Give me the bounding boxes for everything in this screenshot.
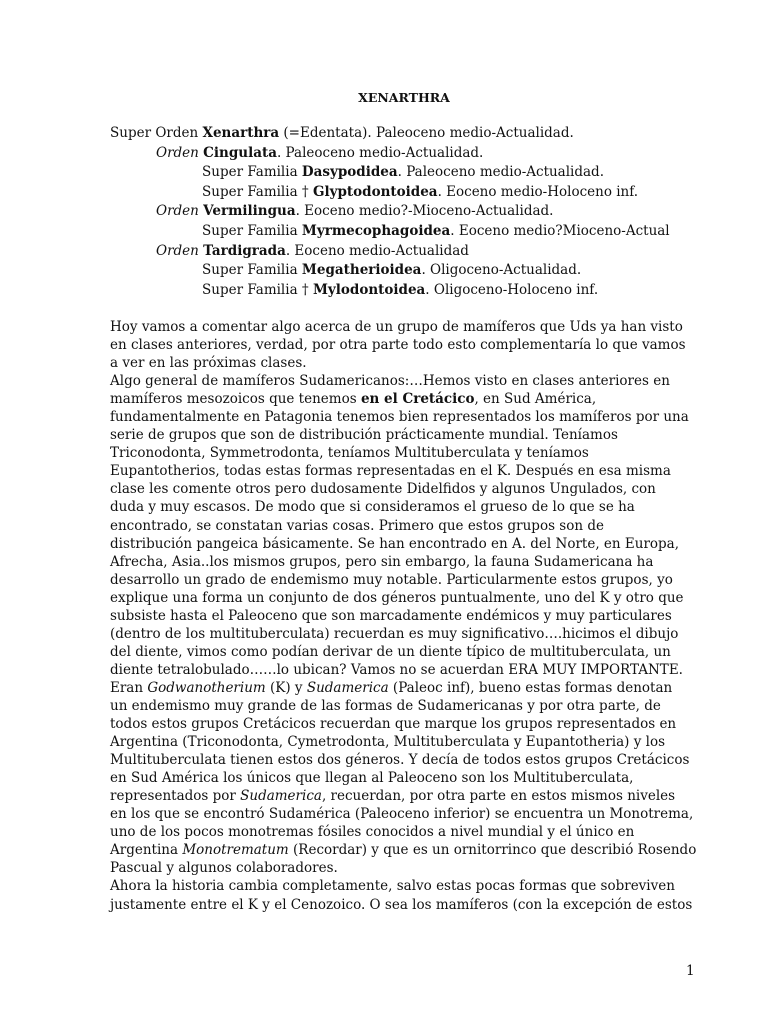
text-run: encontrado, se constatan varias cosas. Primero que estos grupos son de — [110, 517, 604, 534]
text-run: del diente, vimos como podían derivar de un diente típico de multituberculata, un — [110, 643, 671, 660]
taxon-name: Tardigrada — [203, 242, 286, 259]
text-line — [110, 553, 700, 571]
text-run: fundamentalmente en Patagonia tenemos bien representados los mamíferos por una — [110, 409, 689, 426]
extinct-dagger: † — [301, 183, 313, 200]
text-run: (Recordar) y que es un ornitorrinco que describió Rosendo — [288, 842, 697, 859]
taxonomy-line — [110, 202, 750, 222]
paragraph — [110, 318, 700, 372]
paragraph — [110, 877, 700, 913]
text-line — [110, 625, 700, 643]
text-run: duda y muy escasos. De modo que si consideramos el grueso de lo que se ha — [110, 499, 635, 516]
text-line — [110, 896, 700, 914]
text-line — [110, 823, 700, 841]
taxonomy-line — [110, 261, 750, 281]
document-title: XENARTHRA — [358, 90, 450, 105]
text-line — [110, 679, 700, 697]
text-run: (dentro de los multituberculata) recuerdan es muy significativo….hicimos el dibujo — [110, 625, 679, 642]
taxonomy-line — [110, 222, 750, 242]
text-run: subsiste hasta el Paleoceno que son marcadamente endémicos y muy particulares — [110, 607, 672, 624]
text-line — [110, 318, 700, 336]
text-run: en clases anteriores, verdad, por otra parte todo esto complementaría lo que vamos — [110, 337, 686, 354]
text-line — [110, 408, 700, 426]
taxon-range: . Eoceno medio-Actualidad — [285, 242, 469, 259]
text-run: Multituberculata tienen estos dos géneros. Y decía de todos estos grupos Cretácicos — [110, 752, 690, 769]
text-run: serie de grupos que son de distribución prácticamente mundial. Teníamos — [110, 427, 618, 444]
text-run: Pascual y algunos colaboradores. — [110, 860, 338, 877]
text-run: explique una forma un conjunto de dos géneros puntualmente, uno del K y otro que — [110, 589, 684, 606]
taxonomy-rank: Orden — [156, 203, 199, 220]
text-run: representados por — [110, 788, 241, 805]
text-run: Triconodonta, Symmetrodonta, teníamos Multituberculata y teníamos — [110, 445, 589, 462]
text-line — [110, 805, 700, 823]
text-run: Eran — [110, 679, 148, 696]
text-line — [110, 751, 700, 769]
text-run: un endemismo muy grande de las formas de Sudamericanas y por otra parte, de — [110, 697, 661, 714]
taxonomy-list — [110, 124, 750, 300]
text-run: Sudamerica — [306, 679, 389, 696]
taxon-range: (=Edentata). Paleoceno medio-Actualidad. — [279, 125, 574, 141]
text-line — [110, 480, 700, 498]
text-line — [110, 372, 700, 390]
taxon-name: Vermilingua — [203, 203, 296, 220]
text-run: Sudamerica — [240, 788, 322, 805]
taxon-name: Dasypodidea — [301, 164, 398, 181]
text-run: a ver en las próximas clases. — [110, 355, 307, 372]
text-run: mamíferos mesozoicos que tenemos — [110, 391, 361, 408]
text-line — [110, 426, 700, 444]
text-line — [110, 661, 700, 679]
taxon-name: Xenarthra — [202, 125, 280, 141]
taxon-range: . Oligoceno-Holoceno inf. — [425, 281, 599, 298]
text-run: justamente entre el K y el Cenozoico. O sea los mamíferos (con la excepción de estos — [110, 896, 693, 913]
text-run: diente tetralobulado……lo ubican? Vamos no se acuerdan ERA MUY IMPORTANTE. — [110, 661, 683, 678]
text-line — [110, 733, 700, 751]
text-run: Eupantotherios, todas estas formas representadas en el K. Después en esa misma — [110, 463, 671, 480]
taxon-range: . Paleoceno medio-Actualidad. — [397, 164, 604, 181]
taxon-name: Mylodontoidea — [312, 281, 426, 298]
taxonomy-line — [110, 144, 750, 164]
text-run: en Sud América los únicos que llegan al Paleoceno son los Multituberculata, — [110, 770, 634, 787]
taxon-name: Myrmecophagoidea — [301, 222, 451, 239]
taxon-name: Cingulata — [203, 144, 277, 161]
text-run: Godwanotherium — [147, 679, 266, 696]
paragraph — [110, 372, 700, 877]
taxonomy-line — [110, 183, 750, 203]
text-run: desarrollo un grado de endemismo muy notable. Particularmente estos grupos, yo — [110, 571, 673, 588]
text-line — [110, 336, 700, 354]
text-line — [110, 787, 700, 805]
text-line — [110, 498, 700, 516]
text-run: Ahora la historia cambia completamente, salvo estas pocas formas que sobreviven — [110, 878, 675, 895]
extinct-dagger: † — [301, 281, 313, 298]
taxonomy-line — [110, 242, 750, 262]
page-number: 1 — [686, 963, 695, 979]
taxon-range: . Oligoceno-Actualidad. — [421, 262, 582, 279]
text-run: Afrecha, Asia..los mismos grupos, pero sin embargo, la fauna Sudamericana ha — [110, 553, 654, 570]
taxon-name: Glyptodontoidea — [312, 183, 438, 200]
text-run: (Paleoc inf), bueno estas formas denotan — [388, 679, 673, 696]
text-run: uno de los pocos monotremas fósiles conocidos a nivel mundial y el único en — [110, 824, 635, 841]
text-line — [110, 535, 700, 553]
taxon-name: Megatherioidea — [301, 262, 422, 279]
text-run: Argentina — [110, 842, 183, 859]
text-line — [110, 354, 700, 372]
text-run: distribución pangeica básicamente. Se han encontrado en A. del Norte, en Europa, — [110, 535, 680, 552]
taxonomy-rank: Orden — [156, 242, 199, 259]
text-line — [110, 715, 700, 733]
text-run: en los que se encontró Sudamérica (Paleoceno inferior) se encuentra un Monotrema, — [110, 806, 694, 823]
text-line — [110, 859, 700, 877]
text-line — [110, 769, 700, 787]
taxonomy-rank: Super Familia — [202, 164, 298, 181]
text-line — [110, 390, 700, 408]
text-line — [110, 877, 700, 895]
taxonomy-line — [110, 281, 750, 301]
text-line — [110, 589, 700, 607]
taxonomy-rank: Super Familia — [202, 281, 298, 298]
taxon-range: . Eoceno medio?Mioceno-Actual — [450, 222, 670, 239]
text-line — [110, 444, 700, 462]
text-line — [110, 571, 700, 589]
taxonomy-line — [110, 163, 750, 183]
text-run: clase les comente otros pero dudosamente Didelfidos y algunos Ungulados, con — [110, 481, 656, 498]
text-run: Monotrematum — [182, 842, 289, 859]
text-run: Algo general de mamíferos Sudamericanos:…Hemos visto en clases anteriores en — [110, 373, 670, 390]
taxonomy-line — [110, 124, 750, 144]
text-run: Argentina (Triconodonta, Cymetrodonta, Multituberculata y Eupantotheria) y los — [110, 734, 666, 751]
text-line — [110, 697, 700, 715]
text-line — [110, 643, 700, 661]
body-text — [110, 318, 700, 914]
taxonomy-rank: Super Familia — [202, 222, 298, 239]
taxon-range: . Eoceno medio?-Mioceno-Actualidad. — [295, 203, 554, 220]
text-run: (K) y — [265, 679, 307, 696]
taxon-range: . Paleoceno medio-Actualidad. — [276, 144, 484, 161]
text-run: en el Cretácico — [360, 391, 475, 408]
text-line — [110, 462, 700, 480]
taxonomy-rank: Super Orden — [110, 125, 199, 141]
taxonomy-rank: Orden — [156, 144, 199, 161]
text-run: , recuerdan, por otra parte en estos mismos niveles — [321, 788, 676, 805]
text-line — [110, 517, 700, 535]
text-run: Hoy vamos a comentar algo acerca de un grupo de mamíferos que Uds ya han visto — [110, 319, 683, 335]
text-line — [110, 841, 700, 859]
taxonomy-rank: Super Familia — [202, 183, 298, 200]
text-run: , en Sud América, — [474, 391, 597, 408]
text-line — [110, 607, 700, 625]
taxonomy-rank: Super Familia — [202, 262, 298, 279]
text-run: todos estos grupos Cretácicos recuerdan que marque los grupos representados en — [110, 716, 677, 733]
taxon-range: . Eoceno medio-Holoceno inf. — [437, 183, 639, 200]
